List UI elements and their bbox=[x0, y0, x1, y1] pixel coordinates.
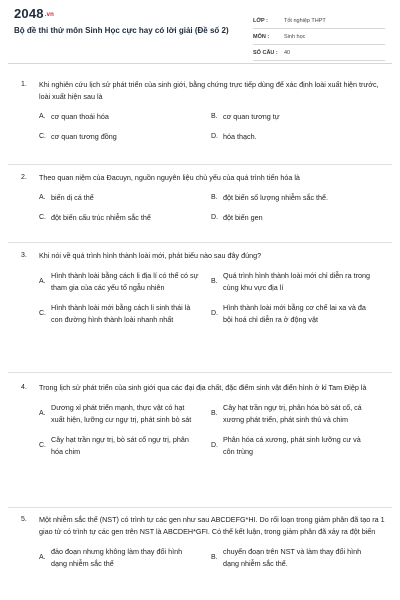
options-list bbox=[0, 192, 400, 232]
question-number: 4. bbox=[21, 384, 27, 391]
question-prompt: Theo quan niệm của Đacuyn, nguồn nguyên liệu chủ yếu của quá trình tiến hóa là bbox=[39, 173, 300, 182]
option-letter: D. bbox=[211, 214, 218, 221]
meta-key: MÔN : bbox=[253, 33, 270, 40]
question-number: 5. bbox=[21, 516, 27, 523]
question-separator bbox=[8, 372, 392, 373]
option-text: Phân hóa cá xương, phát sinh lưỡng cư và côn trùng bbox=[223, 435, 361, 456]
options-list bbox=[0, 111, 400, 151]
option-c[interactable] bbox=[39, 302, 211, 326]
option-letter: C. bbox=[39, 133, 46, 140]
option-text: chuyển đoạn trên NST và làm thay đổi hình dạng nhiễm sắc thể. bbox=[223, 547, 362, 568]
options-list bbox=[0, 270, 400, 334]
question-text bbox=[0, 172, 400, 184]
logo-domain: .vn bbox=[44, 12, 55, 18]
question-prompt: Khi nghiên cứu lịch sử phát triển của sinh giới, bằng chứng trực tiếp dùng để xác định loài xuất hiện trước, loài xuất hiện sau là bbox=[39, 80, 379, 101]
option-text: cơ quan tương đồng bbox=[51, 132, 117, 141]
question-1 bbox=[0, 79, 400, 151]
option-text: Hình thành loài mới bằng cơ chế lai xa và đa bội hoá chỉ diễn ra ở động vật bbox=[223, 303, 366, 324]
option-a[interactable] bbox=[39, 402, 211, 426]
option-d[interactable] bbox=[211, 434, 383, 458]
meta-row-class bbox=[253, 13, 385, 29]
option-a[interactable] bbox=[39, 111, 211, 123]
option-text: Cây hạt trần ngự trị, bò sát cổ ngự trị, phân hóa chim bbox=[51, 435, 189, 456]
option-text: hóa thạch. bbox=[223, 132, 257, 141]
option-text: đột biến cấu trúc nhiễm sắc thể bbox=[51, 213, 151, 222]
question-prompt: Khi nói về quá trình hình thành loài mới, phát biểu nào sau đây đúng? bbox=[39, 251, 262, 260]
meta-value: Tốt nghiệp THPT bbox=[284, 17, 326, 24]
question-2 bbox=[0, 172, 400, 232]
meta-value: 40 bbox=[284, 49, 291, 56]
option-text: biến dị cá thể bbox=[51, 193, 94, 202]
question-prompt: Trong lịch sử phát triển của sinh giới qua các đại địa chất, đặc điểm sinh vật điển hình ở kỉ Tam Điệp là bbox=[39, 383, 367, 392]
meta-key: LỚP : bbox=[253, 17, 268, 24]
option-letter: A. bbox=[39, 410, 46, 417]
option-c[interactable] bbox=[39, 131, 211, 143]
option-text: cơ quan thoái hóa bbox=[51, 112, 109, 121]
option-b[interactable] bbox=[211, 546, 383, 570]
question-prompt: Một nhiễm sắc thể (NST) có trình tự các gen như sau ABCDEFG*HI. Do rối loạn trong giảm phân đã tạo ra 1 giao tử có trình tự các gen trên NST là ABCDEH*GFI. Có thể kết luận, trong giảm phân đã xảy ra đột biến bbox=[39, 515, 385, 536]
document-title: Bộ đề thi thử môn Sinh Học cực hay có lời giải (Đề số 2) bbox=[14, 26, 229, 35]
option-letter: A. bbox=[39, 113, 46, 120]
option-d[interactable] bbox=[211, 131, 383, 143]
option-letter: A. bbox=[39, 194, 46, 201]
option-letter: B. bbox=[211, 410, 218, 417]
option-text: cơ quan tương tự bbox=[223, 112, 280, 121]
option-a[interactable] bbox=[39, 270, 211, 294]
option-text: Dương xỉ phát triển mạnh, thực vật có hạt xuất hiện, lưỡng cư ngự trị, phát sinh bò sát bbox=[51, 403, 192, 424]
question-separator bbox=[8, 507, 392, 508]
question-number: 1. bbox=[21, 81, 27, 88]
exam-meta-table bbox=[253, 13, 385, 61]
option-letter: D. bbox=[211, 442, 218, 449]
option-letter: A. bbox=[39, 554, 46, 561]
meta-key: SỐ CÂU : bbox=[253, 49, 278, 56]
question-separator bbox=[8, 242, 392, 243]
option-c[interactable] bbox=[39, 212, 211, 224]
option-letter: B. bbox=[211, 194, 218, 201]
options-list bbox=[0, 402, 400, 466]
option-letter: B. bbox=[211, 113, 218, 120]
option-d[interactable] bbox=[211, 212, 383, 224]
question-4 bbox=[0, 382, 400, 466]
option-letter: B. bbox=[211, 554, 218, 561]
option-text: Cây hạt trần ngự trị, phân hóa bò sát cổ, cá xương phát triển, phát sinh thú và chim bbox=[223, 403, 362, 424]
document-header bbox=[0, 0, 400, 63]
option-letter: D. bbox=[211, 310, 218, 317]
option-text: Quá trình hình thành loài mới chỉ diễn ra trong cùng khu vực địa lí bbox=[223, 271, 370, 292]
question-text bbox=[0, 250, 400, 262]
question-number: 3. bbox=[21, 252, 27, 259]
option-letter: D. bbox=[211, 133, 218, 140]
option-text: Hình thành loài bằng cách li địa lí có thể có sự tham gia của các yếu tố ngẫu nhiên bbox=[51, 271, 199, 292]
option-b[interactable] bbox=[211, 270, 383, 294]
option-text: Hình thành loài mới bằng cách li sinh thái là con đường hình thành loài nhanh nhất bbox=[51, 303, 191, 324]
question-text bbox=[0, 79, 400, 103]
option-a[interactable] bbox=[39, 192, 211, 204]
question-text bbox=[0, 514, 400, 538]
meta-value: Sinh học bbox=[284, 33, 306, 40]
question-separator bbox=[8, 164, 392, 165]
option-b[interactable] bbox=[211, 192, 383, 204]
question-5 bbox=[0, 514, 400, 578]
question-number: 2. bbox=[21, 174, 27, 181]
option-b[interactable] bbox=[211, 402, 383, 426]
option-c[interactable] bbox=[39, 434, 211, 458]
question-text bbox=[0, 382, 400, 394]
meta-row-count bbox=[253, 45, 385, 61]
option-letter: C. bbox=[39, 310, 46, 317]
logo-text: 2048 bbox=[14, 6, 44, 21]
option-text: đột biến gen bbox=[223, 213, 263, 222]
options-list bbox=[0, 546, 400, 578]
option-letter: B. bbox=[211, 278, 218, 285]
meta-row-subject bbox=[253, 29, 385, 45]
option-d[interactable] bbox=[211, 302, 383, 326]
header-divider bbox=[8, 63, 392, 64]
option-b[interactable] bbox=[211, 111, 383, 123]
option-text: đảo đoạn nhưng không làm thay đổi hình dạng nhiễm sắc thể bbox=[51, 547, 183, 568]
option-letter: C. bbox=[39, 442, 46, 449]
option-text: đột biến số lượng nhiễm sắc thể. bbox=[223, 193, 329, 202]
option-letter: C. bbox=[39, 214, 46, 221]
option-a[interactable] bbox=[39, 546, 211, 570]
question-3 bbox=[0, 250, 400, 334]
option-letter: A. bbox=[39, 278, 46, 285]
